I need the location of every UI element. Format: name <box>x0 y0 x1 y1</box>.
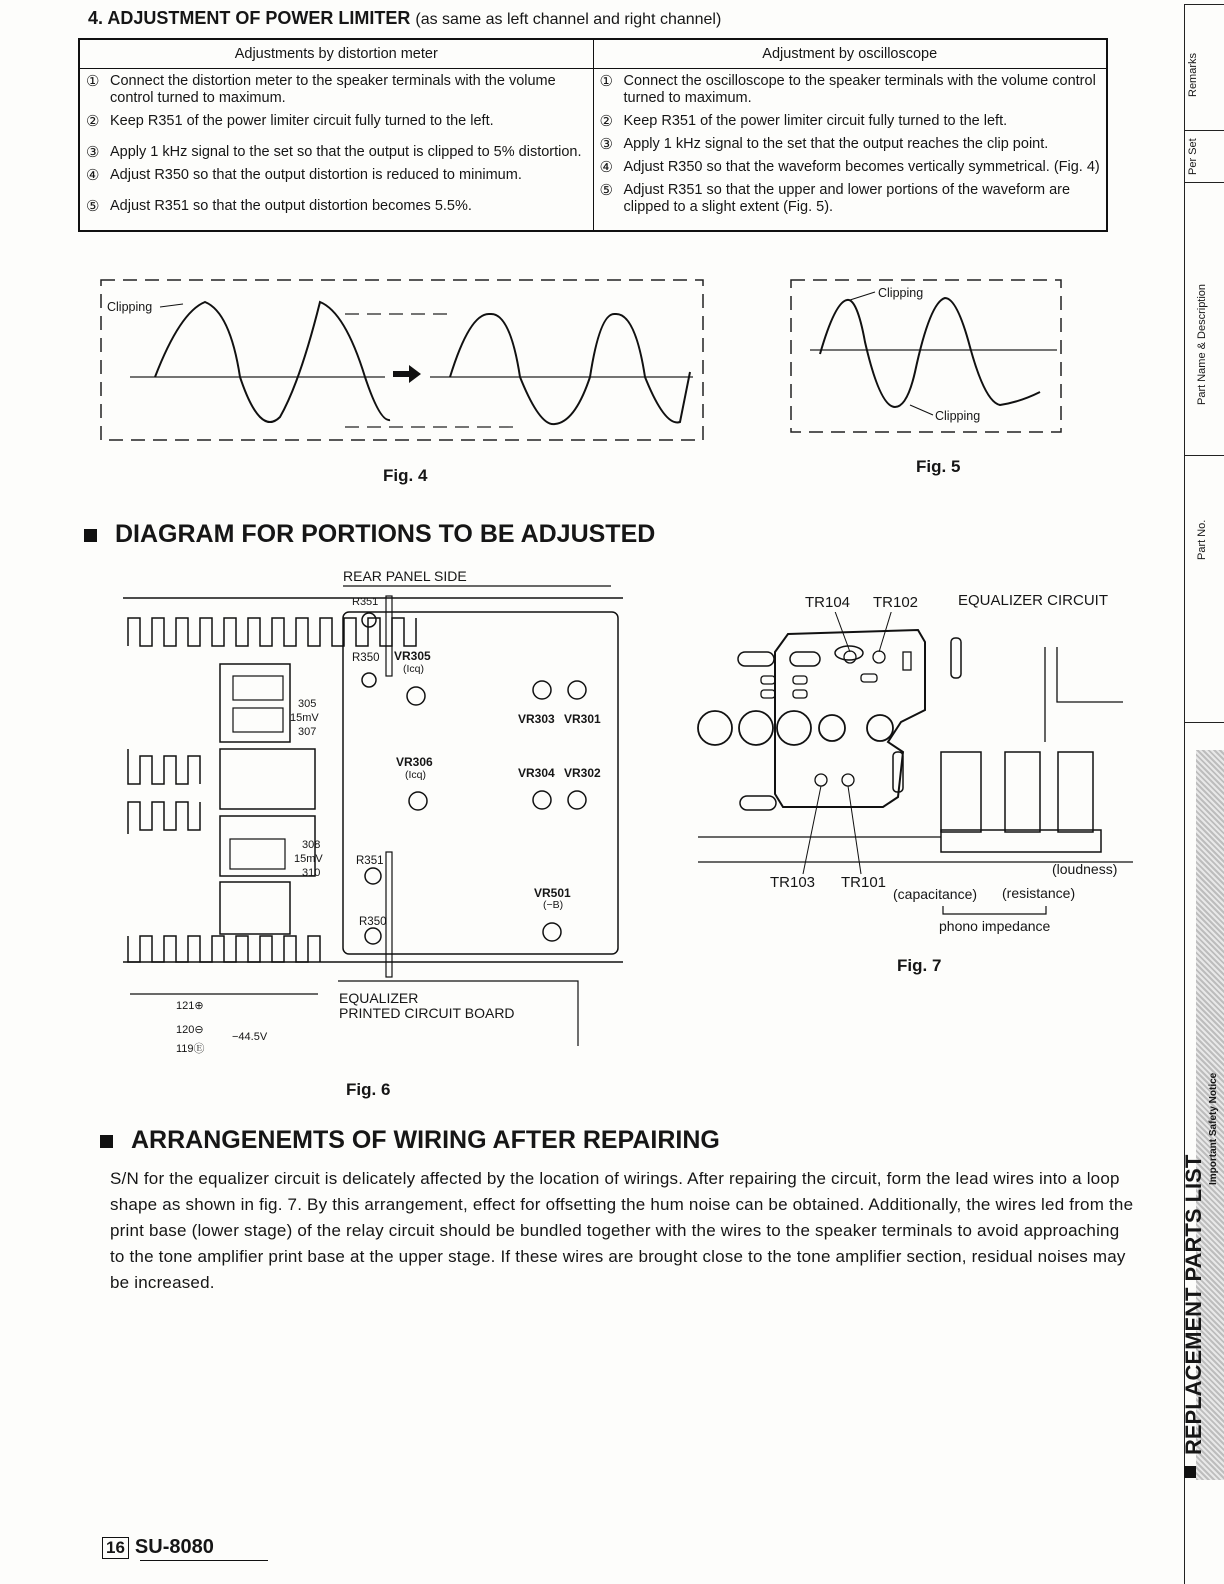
arrow-right-icon <box>393 365 421 383</box>
loudness-label: (loudness) <box>1052 861 1118 877</box>
heatsink-block-mid <box>220 749 315 809</box>
list-item: ② Keep R351 of the power limiter circuit fully turned to the left. <box>86 113 494 130</box>
terminal-120-label: 120⊖ <box>176 1024 204 1036</box>
part-no-column-label: Part No. <box>1196 519 1208 560</box>
model-number: SU-8080 <box>134 1536 214 1558</box>
vr301-label: VR301 <box>564 712 601 726</box>
page-number: 16 <box>102 1537 129 1559</box>
vr302-label: VR302 <box>564 766 601 780</box>
per-set-column-label: Per Set <box>1187 138 1199 175</box>
trimmer-vr305-icon <box>407 687 425 705</box>
bullet-square-icon <box>84 529 97 542</box>
trimmer-vr501-icon <box>543 923 561 941</box>
list-item: ⑤ Adjust R351 so that the upper and lower portions of the waveform are clipped to a slight extent (Fig. 5). <box>599 182 1071 215</box>
terminal-305-label: 305 <box>298 698 317 710</box>
wiring-paragraph: S/N for the equalizer circuit is delicately affected by the location of wirings. After repairing the circuit, form the lead wires into a loop shape as shown in fig. 7. By this arrangement, effect for offsetting the hum noise can be obtained. Additionally, the wires led from the print base (lower stage) of the relay circuit should be bundled together with the wires to the speaker terminals to avoid approaching to the tone amplifier print base at the upper stage. If these wires are brought close to the tone amplifier section, residual noises may be increased. <box>110 1169 1134 1292</box>
icq2-label: (Icq) <box>405 769 426 781</box>
parts-list-label: REPLACEMENT PARTS LIST <box>1181 1154 1206 1455</box>
oscilloscope-steps <box>593 69 1107 232</box>
bullet-square-icon <box>1184 1466 1196 1478</box>
header-distortion-meter: Adjustments by distortion meter <box>79 39 593 69</box>
phono-bracket <box>940 904 1050 918</box>
header-oscilloscope: Adjustment by oscilloscope <box>593 39 1107 69</box>
fig4-dashed-frame <box>101 280 703 440</box>
vr501-label: VR501 <box>534 886 571 900</box>
r351-top-label: R351 <box>352 596 379 608</box>
wiring-heading <box>100 1126 720 1155</box>
trimmer-r351-bottom-icon <box>365 868 381 884</box>
jack-icon <box>739 711 773 745</box>
list-item: ② Keep R351 of the power limiter circuit fully turned to the left. <box>599 113 1008 130</box>
r350-bottom-label: R350 <box>359 916 387 928</box>
list-item: ③ Apply 1 kHz signal to the set so that the output is clipped to 5% distortion. <box>86 144 582 161</box>
adjustment-table <box>78 38 1108 232</box>
jack-icon <box>698 711 732 745</box>
r351-bottom-label: R351 <box>356 855 384 867</box>
trimmer-r351-top-icon <box>362 613 376 627</box>
fig7-equalizer-diagram <box>693 612 1138 877</box>
terminal-307-label: 307 <box>298 726 317 738</box>
list-item: ⑤ Adjust R351 so that the output distortion becomes 5.5%. <box>86 198 472 215</box>
tr103-label: TR103 <box>770 874 816 891</box>
terminal-15mv-upper-label: 15mV <box>290 712 319 724</box>
safety-notice-label: Important Safety Notice <box>1208 1072 1219 1185</box>
icq1-label: (Icq) <box>403 663 424 675</box>
terminal-15mv-lower-label: 15mV <box>294 853 323 865</box>
section-4-note: (as same as left channel and right channel) <box>415 11 722 28</box>
list-item: ④ Adjust R350 so that the waveform becomes vertically symmetrical. (Fig. 4) <box>599 159 1100 176</box>
fig4-clipping-pointer <box>160 304 183 307</box>
fig5-clipping-top-label: Clipping <box>878 286 924 300</box>
tr102-label: TR102 <box>873 594 919 611</box>
fig5-caption: Fig. 5 <box>916 457 961 476</box>
vr303-label: VR303 <box>518 712 555 726</box>
resistance-label: (resistance) <box>1002 885 1076 901</box>
terminal-310-label: 310 <box>302 867 321 879</box>
jack-icon <box>819 715 845 741</box>
fig6-caption: Fig. 6 <box>346 1080 391 1099</box>
fig5-dashed-frame <box>791 280 1061 432</box>
heatsink-block-lower <box>220 816 315 876</box>
equalizer-board-label-1: EQUALIZER <box>339 990 419 1006</box>
fig4-caption: Fig. 4 <box>383 466 428 485</box>
list-item: ③ Apply 1 kHz signal to the set that the output reaches the clip point. <box>599 136 1049 153</box>
fig5-waveform-diagram <box>785 272 1070 442</box>
list-item: ④ Adjust R350 so that the output distortion is reduced to minimum. <box>86 167 522 184</box>
page-footer <box>102 1536 214 1559</box>
parts-list-sidebar <box>1182 0 1224 1584</box>
terminal-308-label: 308 <box>302 839 321 851</box>
vr305-label: VR305 <box>394 649 431 663</box>
remarks-column-label: Remarks <box>1187 52 1199 97</box>
phono-impedance-label: phono impedance <box>939 918 1051 934</box>
tr101-icon <box>842 774 854 786</box>
tr104-label: TR104 <box>805 594 851 611</box>
rear-panel-label: REAR PANEL SIDE <box>343 568 467 584</box>
part-name-column-label: Part Name & Description <box>1196 283 1208 405</box>
fig5-clipping-bottom-label: Clipping <box>935 409 981 423</box>
bullet-square-icon <box>100 1135 113 1148</box>
section-4-heading <box>88 8 721 29</box>
vr304-label: VR304 <box>518 766 555 780</box>
trimmer-r350-bottom-icon <box>365 928 381 944</box>
equalizer-board-label-2: PRINTED CIRCUIT BOARD <box>339 1005 515 1021</box>
diagram-title: DIAGRAM FOR PORTIONS TO BE ADJUSTED <box>115 520 656 548</box>
vr306-label: VR306 <box>396 755 433 769</box>
heatsink-fins-top <box>128 618 416 646</box>
section-4-title: 4. ADJUSTMENT OF POWER LIMITER <box>88 8 411 28</box>
tr101-label: TR101 <box>841 874 887 891</box>
fig4-wave-left <box>155 302 390 422</box>
tr104-icon <box>844 651 856 663</box>
fig5-clip-pointer-bottom <box>910 405 933 415</box>
terminal-119-label: 119Ⓔ <box>176 1043 205 1055</box>
jack-icon <box>777 711 811 745</box>
heatsink-fins-mid-left <box>128 749 200 784</box>
distortion-meter-steps <box>79 69 593 232</box>
fig5-clip-pointer-top <box>850 292 875 300</box>
equalizer-circuit-label: EQUALIZER CIRCUIT <box>958 592 1109 609</box>
trimmer-vr301-icon <box>568 681 586 699</box>
terminal-121-label: 121⊕ <box>176 1000 204 1012</box>
trimmer-vr304-icon <box>533 791 551 809</box>
tr102-icon <box>873 651 885 663</box>
capacitance-label: (capacitance) <box>893 886 978 902</box>
fig5-wave <box>820 298 1040 407</box>
pcb-outline <box>343 612 618 954</box>
trimmer-r350-top-icon <box>362 673 376 687</box>
list-item: ① Connect the oscilloscope to the speaker terminals with the volume control turned to maximum. <box>599 73 1096 106</box>
voltage-label: −44.5V <box>232 1031 268 1043</box>
list-item: ① Connect the distortion meter to the speaker terminals with the volume control turned to maximum. <box>86 73 556 106</box>
diagram-heading <box>84 520 655 549</box>
wiring-title: ARRANGENEMTS OF WIRING AFTER REPAIRING <box>131 1126 720 1154</box>
r350-top-label: R350 <box>352 652 380 664</box>
tr103-icon <box>815 774 827 786</box>
neg-b-label: (−B) <box>543 899 564 911</box>
fig4-waveform-diagram <box>95 272 715 452</box>
heatsink-fins-mid-left-2 <box>128 802 200 834</box>
fig4-wave-right <box>450 314 690 424</box>
fig7-caption: Fig. 7 <box>897 956 942 975</box>
jack-icon <box>867 715 893 741</box>
trimmer-vr303-icon <box>533 681 551 699</box>
fig4-clipping-label: Clipping <box>107 300 153 314</box>
trimmer-vr306-icon <box>409 792 427 810</box>
trimmer-vr302-icon <box>568 791 586 809</box>
heatsink-fins-bottom <box>128 936 320 962</box>
